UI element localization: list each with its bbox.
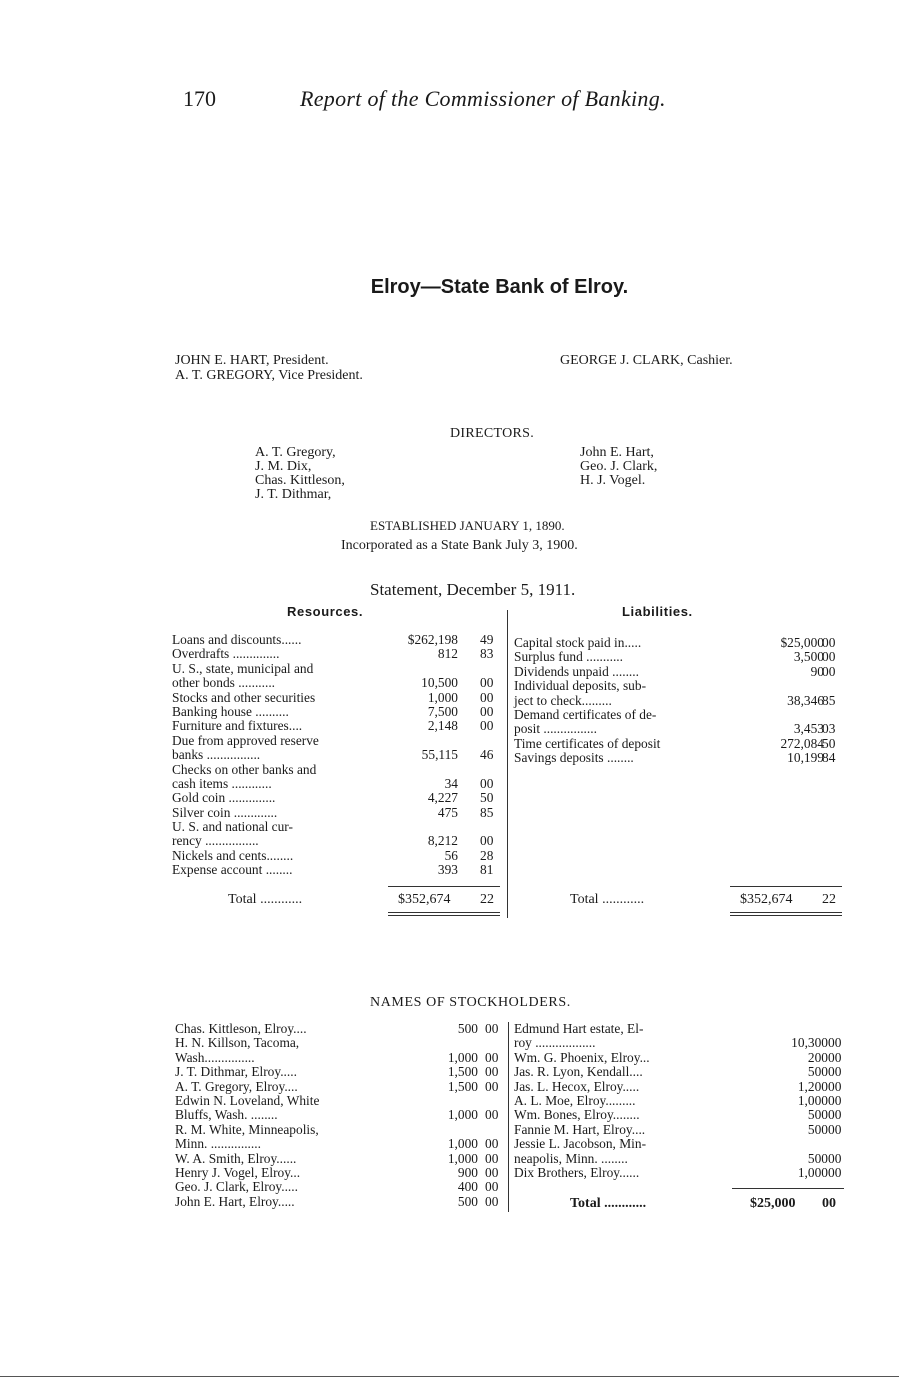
page-number: 170 — [183, 86, 216, 111]
ledger-row — [175, 1022, 505, 1036]
total-rule — [730, 886, 842, 887]
row-cents: 00 — [485, 1179, 499, 1195]
ledger-row — [172, 676, 502, 690]
row-amount: 56 — [444, 847, 458, 863]
row-cents: 50 — [480, 790, 494, 806]
row-label: R. M. White, Minneapolis, — [175, 1121, 319, 1137]
row-cents: 03 — [822, 721, 836, 737]
double-rule — [730, 912, 842, 913]
row-cents: 00 — [828, 1121, 842, 1137]
row-label: W. A. Smith, Elroy...... — [175, 1150, 297, 1166]
row-amount: 475 — [437, 804, 458, 820]
director-name: Geo. J. Clark, — [580, 459, 658, 474]
ledger-row — [172, 633, 502, 647]
ledger-row — [172, 791, 502, 805]
row-amount: 2,148 — [427, 718, 458, 734]
row-label: Wm. Bones, Elroy........ — [514, 1107, 640, 1123]
ledger-row — [514, 1065, 849, 1079]
ledger-row — [172, 777, 502, 791]
row-label: J. T. Dithmar, Elroy..... — [175, 1064, 297, 1080]
row-amount: 1,500 — [447, 1064, 478, 1080]
row-cents: 84 — [822, 750, 836, 766]
stockholders-divider — [508, 1022, 509, 1212]
ledger-row — [172, 806, 502, 820]
row-amount: 812 — [437, 646, 458, 662]
ledger-row — [175, 1123, 505, 1137]
row-label: Edwin N. Loveland, White — [175, 1092, 320, 1108]
row-cents: 00 — [828, 1064, 842, 1080]
row-label: Wm. G. Phoenix, Elroy... — [514, 1049, 650, 1065]
director-name: J. T. Dithmar, — [255, 487, 332, 502]
ledger-row — [175, 1137, 505, 1151]
row-amount: $262,198 — [407, 632, 458, 647]
row-amount: 1,000 — [447, 1150, 478, 1166]
row-cents: 00 — [480, 689, 494, 705]
row-label: ject to check......... — [514, 692, 612, 708]
row-label: Jas. L. Hecox, Elroy..... — [514, 1078, 640, 1094]
row-amount: 10,199 — [787, 750, 824, 766]
row-cents: 00 — [480, 703, 494, 719]
ledger-row — [175, 1065, 505, 1079]
resources-table — [172, 633, 502, 878]
row-label: Jessie L. Jacobson, Min- — [514, 1136, 647, 1152]
total-amount: $352,674 — [398, 892, 451, 907]
row-amount: 1,000 — [797, 1092, 828, 1108]
row-amount: 1,000 — [427, 689, 458, 705]
directors-right — [580, 446, 657, 488]
row-amount: 500 — [457, 1021, 478, 1036]
ledger-row — [172, 647, 502, 661]
ledger-row — [175, 1108, 505, 1122]
row-cents: 00 — [480, 718, 494, 734]
double-rule — [388, 912, 500, 913]
row-label: Fannie M. Hart, Elroy.... — [514, 1121, 646, 1137]
row-label: Loans and discounts...... — [172, 632, 302, 647]
row-cents: 00 — [822, 635, 836, 650]
row-amount: 400 — [457, 1179, 478, 1195]
ledger-row — [514, 722, 844, 736]
row-cents: 00 — [485, 1164, 499, 1180]
row-cents: 00 — [828, 1107, 842, 1123]
row-amount: $25,000 — [780, 635, 824, 650]
ledger-row — [175, 1094, 505, 1108]
row-cents: 00 — [828, 1092, 842, 1108]
row-amount: 1,000 — [447, 1136, 478, 1152]
row-label: Nickels and cents........ — [172, 847, 294, 863]
ledger-row — [175, 1080, 505, 1094]
double-rule — [730, 915, 842, 916]
row-cents: 00 — [828, 1078, 842, 1094]
row-label: Savings deposits ........ — [514, 750, 634, 766]
row-label: Wash............... — [175, 1049, 255, 1065]
ledger-row — [514, 1152, 849, 1166]
row-amount: 4,227 — [427, 790, 458, 806]
row-label: John E. Hart, Elroy..... — [175, 1193, 295, 1209]
total-cents: 22 — [480, 892, 494, 907]
row-cents: 00 — [480, 833, 494, 849]
row-cents: 00 — [485, 1136, 499, 1152]
ledger-row — [172, 763, 502, 777]
row-cents: 49 — [480, 632, 494, 647]
ledger-row — [514, 1051, 849, 1065]
ledger-row — [175, 1036, 505, 1050]
row-amount: 10,500 — [421, 675, 458, 691]
row-cents: 00 — [828, 1049, 842, 1065]
liabilities-table — [514, 636, 844, 766]
row-amount: 34 — [444, 775, 458, 791]
row-label: Due from approved reserve — [172, 732, 319, 748]
ledger-row — [514, 1123, 849, 1137]
ledger-row — [514, 1137, 849, 1151]
bank-title — [0, 276, 899, 299]
row-amount: 900 — [457, 1164, 478, 1180]
ledger-row — [514, 665, 844, 679]
row-label: H. N. Killson, Tacoma, — [175, 1035, 300, 1051]
ledger-row — [175, 1166, 505, 1180]
director-name: John E. Hart, — [580, 445, 654, 460]
bank-title-text: Elroy—State Bank of Elroy. — [370, 276, 629, 298]
row-amount: 55,115 — [421, 747, 458, 763]
statement-title: Statement, December 5, 1911. — [370, 580, 576, 599]
ledger-row — [172, 719, 502, 733]
row-cents: 85 — [822, 692, 836, 708]
row-amount: 3,453 — [793, 721, 824, 737]
running-title: Report of the Commissioner of Banking. — [300, 86, 666, 111]
row-cents: 81 — [480, 862, 494, 878]
ledger-row — [514, 1022, 849, 1036]
total-label: Total ............ — [570, 892, 645, 907]
row-label: Gold coin .............. — [172, 790, 276, 806]
row-amount: 10,300 — [791, 1035, 828, 1051]
row-cents: 00 — [485, 1150, 499, 1166]
row-amount: 1,000 — [447, 1049, 478, 1065]
cashier: GEORGE J. CLARK, Cashier. — [560, 353, 733, 368]
total-rule — [732, 1188, 844, 1189]
row-label: Expense account ........ — [172, 862, 293, 878]
row-amount: 500 — [807, 1107, 828, 1123]
ledger-row — [514, 679, 844, 693]
director-name: H. J. Vogel. — [580, 473, 646, 488]
row-label: rency ................ — [172, 833, 259, 849]
row-label: Banking house .......... — [172, 703, 289, 719]
resources-heading: Resources. — [287, 604, 364, 619]
row-cents: 00 — [485, 1193, 499, 1209]
total-cents: 00 — [822, 1196, 836, 1211]
directors-left — [255, 446, 345, 502]
ledger-row — [172, 820, 502, 834]
row-cents: 00 — [485, 1078, 499, 1094]
row-amount: 1,200 — [797, 1078, 828, 1094]
row-amount: 1,500 — [447, 1078, 478, 1094]
stockholders-heading: NAMES OF STOCKHOLDERS. — [370, 995, 571, 1010]
total-amount: $25,000 — [750, 1196, 796, 1211]
row-cents: 46 — [480, 747, 494, 763]
president: JOHN E. HART, President. — [175, 353, 329, 368]
ledger-row — [514, 1166, 849, 1180]
ledger-row — [514, 751, 844, 765]
row-cents: 00 — [828, 1164, 842, 1180]
director-name: J. M. Dix, — [255, 459, 312, 474]
row-label: Furniture and fixtures.... — [172, 718, 303, 734]
row-label: Surplus fund ........... — [514, 649, 623, 665]
row-amount: 7,500 — [427, 703, 458, 719]
row-label: Chas. Kittleson, Elroy.... — [175, 1021, 307, 1036]
row-label: Dix Brothers, Elroy...... — [514, 1164, 640, 1180]
row-cents: 00 — [485, 1021, 499, 1036]
row-label: roy .................. — [514, 1035, 596, 1051]
ledger-row — [172, 705, 502, 719]
directors-heading: DIRECTORS. — [450, 426, 535, 441]
director-name: A. T. Gregory, — [255, 445, 336, 460]
row-label: posit ................ — [514, 721, 597, 737]
row-label: other bonds ........... — [172, 675, 276, 691]
row-cents: 00 — [485, 1107, 499, 1123]
liabilities-heading: Liabilities. — [622, 604, 693, 619]
stockholders-left — [175, 1022, 505, 1209]
total-rule — [388, 886, 500, 887]
row-amount: 1,000 — [797, 1164, 828, 1180]
ledger-row — [514, 1080, 849, 1094]
row-amount: 272,084 — [780, 735, 824, 751]
row-label: A. L. Moe, Elroy......... — [514, 1092, 636, 1108]
row-label: Henry J. Vogel, Elroy... — [175, 1164, 301, 1180]
row-label: Jas. R. Lyon, Kendall.... — [514, 1064, 643, 1080]
row-label: neapolis, Minn. ........ — [514, 1150, 628, 1166]
ledger-row — [172, 734, 502, 748]
established-line: ESTABLISHED JANUARY 1, 1890. — [370, 518, 565, 533]
row-cents: 00 — [822, 663, 836, 679]
row-amount: 500 — [457, 1193, 478, 1209]
column-divider — [507, 610, 508, 918]
director-name: Chas. Kittleson, — [255, 473, 345, 488]
row-cents: 00 — [480, 775, 494, 791]
row-cents: 00 — [485, 1064, 499, 1080]
incorporated-line: Incorporated as a State Bank July 3, 1900. — [341, 538, 578, 553]
row-label: A. T. Gregory, Elroy.... — [175, 1078, 298, 1094]
total-label: Total ............ — [570, 1196, 647, 1211]
ledger-row — [172, 691, 502, 705]
ledger-row — [514, 650, 844, 664]
row-cents: 83 — [480, 646, 494, 662]
ledger-row — [175, 1180, 505, 1194]
ledger-row — [514, 636, 844, 650]
row-label: cash items ............ — [172, 775, 272, 791]
ledger-row — [175, 1195, 505, 1209]
row-amount: 1,000 — [447, 1107, 478, 1123]
row-label: Capital stock paid in..... — [514, 635, 642, 650]
row-label: U. S. and national cur- — [172, 819, 293, 835]
row-amount: 200 — [807, 1049, 828, 1065]
total-cents: 22 — [822, 892, 836, 907]
row-amount: 500 — [807, 1121, 828, 1137]
ledger-row — [172, 662, 502, 676]
ledger-row — [514, 694, 844, 708]
row-amount: 500 — [807, 1064, 828, 1080]
row-label: Stocks and other securities — [172, 689, 316, 705]
ledger-row — [514, 708, 844, 722]
row-label: Overdrafts .............. — [172, 646, 280, 662]
row-amount: 3,500 — [793, 649, 824, 665]
running-head — [183, 86, 743, 118]
row-cents: 28 — [480, 847, 494, 863]
page-edge-rule — [0, 1376, 899, 1377]
total-label: Total ............ — [228, 892, 303, 907]
row-label: Individual deposits, sub- — [514, 678, 647, 694]
ledger-row — [514, 1108, 849, 1122]
row-label: banks ................ — [172, 747, 261, 763]
row-label: Minn. ............... — [175, 1136, 261, 1152]
row-cents: 85 — [480, 804, 494, 820]
row-label: Dividends unpaid ........ — [514, 663, 639, 679]
row-cents: 50 — [822, 735, 836, 751]
ledger-row — [172, 849, 502, 863]
row-cents: 00 — [485, 1049, 499, 1065]
row-amount: 38,346 — [787, 692, 824, 708]
row-cents: 00 — [828, 1035, 842, 1051]
ledger-row — [175, 1051, 505, 1065]
ledger-row — [175, 1152, 505, 1166]
row-amount: 90 — [810, 663, 824, 679]
ledger-row — [514, 1036, 849, 1050]
row-amount: 500 — [807, 1150, 828, 1166]
ledger-row — [172, 863, 502, 877]
double-rule — [388, 915, 500, 916]
row-label: U. S., state, municipal and — [172, 660, 314, 676]
stockholders-right — [514, 1022, 849, 1180]
ledger-row — [172, 748, 502, 762]
row-label: Checks on other banks and — [172, 761, 317, 777]
row-cents: 00 — [828, 1150, 842, 1166]
ledger-row — [172, 834, 502, 848]
row-label: Geo. J. Clark, Elroy..... — [175, 1179, 298, 1195]
row-label: Bluffs, Wash. ........ — [175, 1107, 278, 1123]
row-cents: 00 — [480, 675, 494, 691]
row-amount: 8,212 — [427, 833, 458, 849]
row-cents: 00 — [822, 649, 836, 665]
ledger-row — [514, 737, 844, 751]
vice-president: A. T. GREGORY, Vice President. — [175, 368, 363, 383]
row-label: Edmund Hart estate, El- — [514, 1021, 644, 1036]
row-label: Silver coin ............. — [172, 804, 278, 820]
row-amount: 393 — [437, 862, 458, 878]
officers-left — [175, 353, 363, 383]
total-amount: $352,674 — [740, 892, 793, 907]
ledger-row — [514, 1094, 849, 1108]
row-label: Time certificates of deposit — [514, 735, 661, 751]
row-label: Demand certificates of de- — [514, 706, 657, 722]
